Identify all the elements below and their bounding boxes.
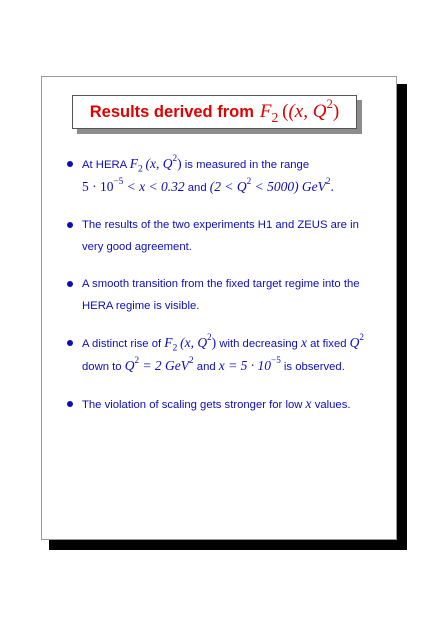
list-item	[66, 273, 378, 317]
formula-q2: $Q^2$	[349, 332, 365, 350]
bullet-icon	[67, 281, 73, 287]
bullet-icon	[67, 340, 73, 346]
bullet-text: is measured in the range	[184, 159, 310, 171]
bullet-text: The results of the two experiments H1 and ZEUS are in	[82, 219, 359, 231]
bullet-text: The violation of scaling gets stronger for low	[82, 399, 303, 411]
title-text: Results derived from	[89, 102, 254, 121]
bullet-text: very good agreement.	[82, 241, 192, 253]
list-item	[66, 214, 378, 258]
bullet-icon	[67, 161, 73, 167]
formula-f2: $F_2$ (x, $Q^2$)	[164, 332, 217, 354]
bullet-text: and	[196, 361, 216, 373]
bullet-list	[66, 153, 378, 431]
bullet-icon	[67, 401, 73, 407]
bullet-icon	[67, 222, 73, 228]
formula-x-value: $x = 5 \cdot 10^{-5}$	[218, 355, 281, 373]
bullet-text: is observed.	[283, 361, 345, 373]
slide-title	[72, 95, 357, 129]
formula-q2-range: $(2 < Q^2 < 5000)$ GeV$^2$.	[209, 176, 334, 194]
title-formula: $F_2$ ((x, $Q^2$)	[259, 95, 340, 125]
list-item	[66, 153, 378, 199]
bullet-text: HERA regime is visible.	[82, 300, 200, 312]
list-item	[66, 393, 378, 416]
formula-x: x	[305, 396, 312, 411]
bullet-text: values.	[314, 399, 351, 411]
bullet-text: and	[187, 182, 207, 194]
bullet-text: down to	[82, 361, 122, 373]
bullet-text: with decreasing	[219, 338, 298, 350]
formula-x-range: $5 \cdot 10^{-5} < x < 0.32$	[82, 176, 185, 194]
formula-q2-value: $Q^2 = 2$ GeV$^2$	[124, 355, 194, 373]
bullet-text: A smooth transition from the fixed target regime into the	[82, 278, 360, 290]
bullet-text: At HERA	[82, 159, 127, 171]
bullet-text: A distinct rise of	[82, 338, 162, 350]
bullet-text: at fixed	[310, 338, 347, 350]
formula-x: x	[300, 335, 307, 350]
list-item	[66, 332, 378, 378]
formula-f2: $F_2$ (x, $Q^2$)	[129, 153, 182, 175]
slide	[41, 76, 397, 540]
